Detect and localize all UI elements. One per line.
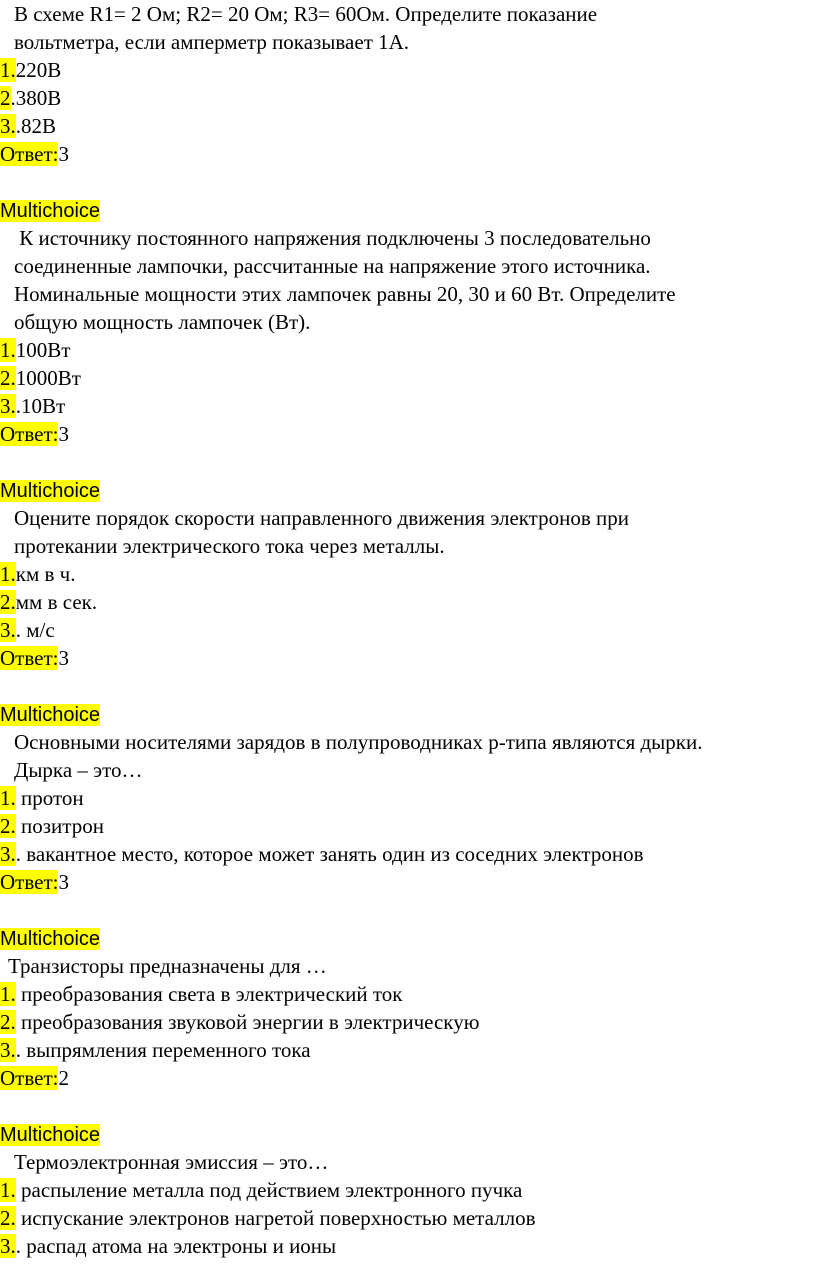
option-text: .82В: [15, 114, 57, 138]
option-text: . распад атома на электроны и ионы: [15, 1234, 337, 1258]
spacer: [0, 448, 816, 476]
question-2: [0, 196, 816, 448]
option-text: . м/с: [15, 618, 55, 642]
option-text: позитрон: [15, 814, 104, 838]
spacer: [0, 1092, 816, 1120]
answer: [0, 644, 816, 672]
option-number: 2.: [0, 1010, 16, 1034]
question-type-label: Multichoice: [0, 928, 101, 950]
answer-label: Ответ:: [0, 422, 59, 446]
option-1: [0, 560, 816, 588]
option-number: 1.: [0, 1178, 16, 1202]
question-type: [0, 1120, 816, 1148]
option-1: [0, 1176, 816, 1204]
option-3: [0, 616, 816, 644]
option-number: 1.: [0, 982, 16, 1006]
option-3: [0, 1036, 816, 1064]
option-text: 220В: [15, 58, 62, 82]
answer-value: 3: [58, 646, 69, 670]
option-number: 1.: [0, 58, 16, 82]
option-3: [0, 392, 816, 420]
question-5: [0, 924, 816, 1092]
answer: [0, 420, 816, 448]
question-type-label: Multichoice: [0, 480, 101, 502]
question-4: [0, 700, 816, 896]
option-2: [0, 1008, 816, 1036]
answer-value: 3: [58, 142, 69, 166]
spacer: [0, 896, 816, 924]
option-2: [0, 84, 816, 112]
answer-label: Ответ:: [0, 142, 59, 166]
question-text-line: общую мощность лампочек (Вт).: [14, 310, 311, 334]
option-text: преобразования света в электрический ток: [15, 982, 403, 1006]
question-type: [0, 196, 816, 224]
option-number: 2.: [0, 590, 16, 614]
question-text-line: вольтметра, если амперметр показывает 1А.: [14, 30, 410, 54]
option-number: 1.: [0, 562, 16, 586]
option-3: [0, 840, 816, 868]
question-type-label: Multichoice: [0, 200, 101, 222]
question-1: [0, 0, 816, 168]
option-text: км в ч.: [15, 562, 76, 586]
question-text-line: Дырка – это…: [14, 758, 143, 782]
answer-label: Ответ:: [0, 1066, 59, 1090]
option-1: [0, 784, 816, 812]
answer-label: Ответ:: [0, 870, 59, 894]
option-text: мм в сек.: [15, 590, 98, 614]
option-number: 1.: [0, 786, 16, 810]
question-text-line: Транзисторы предназначены для …: [8, 954, 327, 978]
question-6: [0, 1120, 816, 1260]
answer-label: Ответ:: [0, 646, 59, 670]
question-text-line: соединенные лампочки, рассчитанные на напряжение этого источника.: [14, 254, 651, 278]
option-3: [0, 112, 816, 140]
option-2: [0, 364, 816, 392]
option-2: [0, 588, 816, 616]
answer: [0, 140, 816, 168]
option-number: 2.: [0, 366, 16, 390]
question-3: [0, 476, 816, 672]
option-number: 2: [0, 86, 11, 110]
answer-value: 3: [58, 422, 69, 446]
question-text-line: Основными носителями зарядов в полупроводниках р-типа являются дырки.: [14, 730, 703, 754]
option-text: испускание электронов нагретой поверхностью металлов: [15, 1206, 536, 1230]
question-text-line: Оцените порядок скорости направленного движения электронов при: [14, 506, 629, 530]
option-text: 1000Вт: [15, 366, 81, 390]
option-2: [0, 1204, 816, 1232]
question-type: [0, 924, 816, 952]
option-text: .10Вт: [15, 394, 66, 418]
answer-value: 2: [58, 1066, 69, 1090]
question-type-label: Multichoice: [0, 704, 101, 726]
option-1: [0, 980, 816, 1008]
spacer: [0, 168, 816, 196]
option-number: 3.: [0, 842, 16, 866]
option-number: 2.: [0, 1206, 16, 1230]
option-text: протон: [15, 786, 84, 810]
option-number: 3.: [0, 1038, 16, 1062]
option-1: [0, 336, 816, 364]
option-text: 100Вт: [15, 338, 71, 362]
question-type: [0, 700, 816, 728]
question-text-line: Номинальные мощности этих лампочек равны 20, 30 и 60 Вт. Определите: [14, 282, 676, 306]
option-3: [0, 1232, 816, 1260]
question-text: К источнику постоянного напряжения подключены 3 последовательно: [19, 226, 651, 250]
answer: [0, 1064, 816, 1092]
option-text: .380В: [10, 86, 62, 110]
answer-value: 3: [58, 870, 69, 894]
question-text-line: [0, 224, 816, 252]
option-number: 2.: [0, 814, 16, 838]
option-number: 3.: [0, 618, 16, 642]
option-number: 3.: [0, 1234, 16, 1258]
question-type: [0, 476, 816, 504]
question-text-line: протекании электрического тока через металлы.: [14, 534, 445, 558]
option-text: . вакантное место, которое может занять один из соседних электронов: [15, 842, 644, 866]
spacer: [0, 672, 816, 700]
option-number: 3.: [0, 394, 16, 418]
option-1: [0, 56, 816, 84]
option-text: распыление металла под действием электронного пучка: [15, 1178, 523, 1202]
question-text-line: Термоэлектронная эмиссия – это…: [14, 1150, 329, 1174]
question-type-label: Multichoice: [0, 1124, 101, 1146]
option-2: [0, 812, 816, 840]
option-number: 1.: [0, 338, 16, 362]
answer: [0, 868, 816, 896]
question-text-line: В схеме R1= 2 Ом; R2= 20 Ом; R3= 60Ом. Определите показание: [14, 2, 598, 26]
option-text: преобразования звуковой энергии в электрическую: [15, 1010, 480, 1034]
option-text: . выпрямления переменного тока: [15, 1038, 311, 1062]
option-number: 3.: [0, 114, 16, 138]
